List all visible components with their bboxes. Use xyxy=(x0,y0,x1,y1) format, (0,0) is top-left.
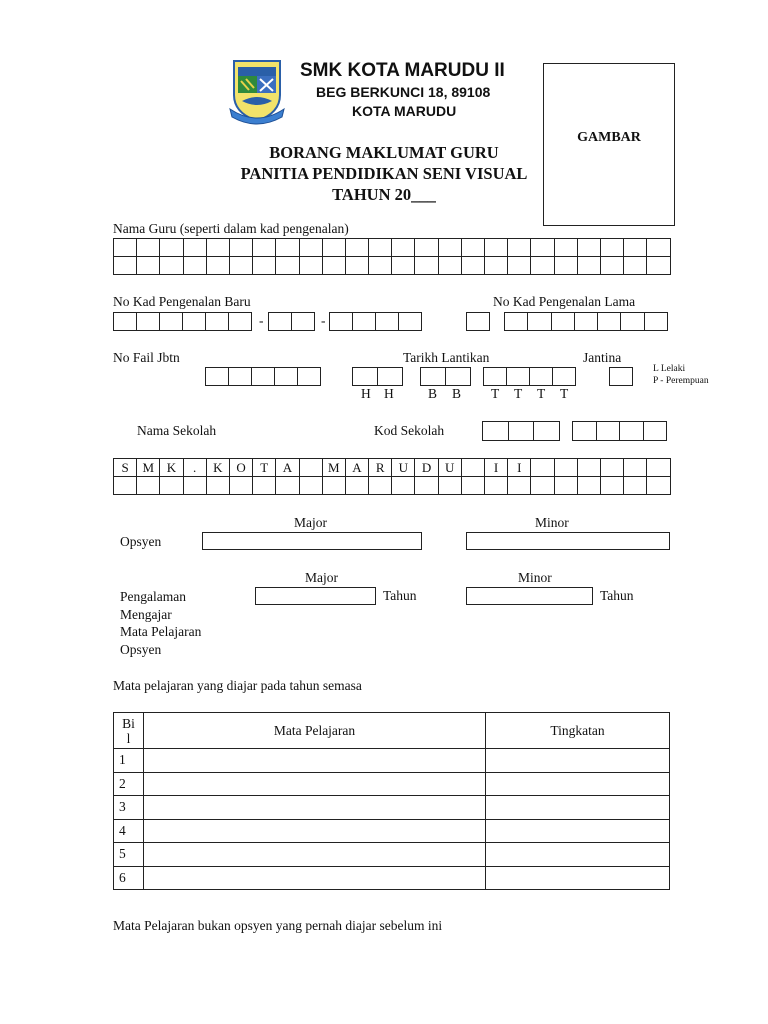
grid-cell[interactable]: K xyxy=(207,459,230,477)
grid-cell[interactable] xyxy=(207,239,230,257)
grid-cell[interactable] xyxy=(114,257,137,275)
grid-cell[interactable] xyxy=(415,257,438,275)
label-pengalaman-3: Mata Pelajaran xyxy=(120,624,202,639)
grid-cell[interactable] xyxy=(647,459,670,477)
tarikh-year-grid[interactable] xyxy=(483,367,576,386)
grid-cell[interactable] xyxy=(399,313,422,331)
tarikh-month-grid[interactable] xyxy=(420,367,471,386)
grid-cell[interactable]: K xyxy=(160,459,183,477)
grid-cell[interactable] xyxy=(300,459,323,477)
kod-sekolah-part1[interactable] xyxy=(482,421,560,441)
grid-cell[interactable] xyxy=(229,313,252,331)
hint-h1: H xyxy=(361,386,371,401)
photo-box-label: GAMBAR xyxy=(577,130,641,145)
ic-old-part1[interactable] xyxy=(466,312,490,331)
ic-new-part1[interactable] xyxy=(113,312,252,331)
table-row xyxy=(114,796,670,820)
label-mata-pelajaran-semasa: Mata pelajaran yang diajar pada tahun semasa xyxy=(113,678,362,693)
grid-cell[interactable] xyxy=(647,477,670,495)
grid-cell[interactable] xyxy=(462,477,485,495)
label-pengalaman-2: Mengajar xyxy=(120,606,172,622)
grid-cell[interactable] xyxy=(206,313,229,331)
grid-cell[interactable] xyxy=(578,459,601,477)
row-number: 3 xyxy=(114,796,144,820)
jantina-grid[interactable] xyxy=(609,367,633,386)
grid-cell[interactable] xyxy=(531,257,554,275)
grid-cell[interactable] xyxy=(137,313,160,331)
grid-cell[interactable] xyxy=(610,368,633,386)
grid-cell[interactable] xyxy=(298,368,321,386)
kod-sekolah-part2[interactable] xyxy=(572,421,667,441)
grid-cell[interactable] xyxy=(114,313,137,331)
table-row xyxy=(114,772,670,796)
nama-sekolah-grid[interactable] xyxy=(113,458,671,495)
grid-cell[interactable] xyxy=(292,313,315,331)
grid-cell[interactable] xyxy=(253,477,276,495)
label-nama-sekolah: Nama Sekolah xyxy=(137,423,217,438)
grid-cell[interactable] xyxy=(446,368,471,386)
grid-cell[interactable] xyxy=(353,368,378,386)
grid-cell[interactable]: M xyxy=(323,459,346,477)
row-number: 6 xyxy=(114,866,144,890)
label-tahun-minor: Tahun xyxy=(600,588,634,603)
grid-cell[interactable]: . xyxy=(184,459,207,477)
ic-dash-1: - xyxy=(259,313,264,328)
grid-cell[interactable] xyxy=(392,239,415,257)
row-subject-cell[interactable] xyxy=(144,843,486,867)
label-tahun-major: Tahun xyxy=(383,588,417,603)
grid-cell[interactable] xyxy=(624,459,647,477)
grid-cell[interactable] xyxy=(369,239,392,257)
grid-cell[interactable] xyxy=(507,368,530,386)
grid-cell[interactable] xyxy=(323,477,346,495)
row-number: 1 xyxy=(114,749,144,773)
school-crest-logo xyxy=(228,57,286,127)
pengalaman-major-input[interactable] xyxy=(255,587,376,605)
grid-cell[interactable] xyxy=(601,257,624,275)
pengalaman-minor-input[interactable] xyxy=(466,587,593,605)
label-pengalaman-1: Pengalaman xyxy=(120,589,186,604)
form-title-line3: TAHUN 20___ xyxy=(332,185,436,204)
label-opsyen-minor: Minor xyxy=(535,515,569,530)
ic-old-part2[interactable] xyxy=(504,312,668,331)
label-jantina: Jantina xyxy=(583,350,622,365)
header-no xyxy=(114,713,144,749)
grid-cell[interactable] xyxy=(528,313,551,331)
label-opsyen-major: Major xyxy=(294,515,327,530)
label-ic-new: No Kad Pengenalan Baru xyxy=(113,294,251,309)
grid-cell[interactable] xyxy=(392,477,415,495)
grid-cell[interactable] xyxy=(508,257,531,275)
row-level-cell[interactable] xyxy=(486,866,670,890)
grid-cell[interactable] xyxy=(620,422,644,441)
label-nama-guru: Nama Guru (seperti dalam kad pengenalan) xyxy=(113,221,349,236)
grid-cell[interactable] xyxy=(624,239,647,257)
grid-cell[interactable]: A xyxy=(346,459,369,477)
grid-cell[interactable] xyxy=(530,368,553,386)
grid-cell[interactable] xyxy=(183,313,206,331)
grid-cell[interactable] xyxy=(137,477,160,495)
grid-cell[interactable]: R xyxy=(369,459,392,477)
grid-cell[interactable] xyxy=(276,477,299,495)
table-row xyxy=(114,819,670,843)
grid-cell[interactable] xyxy=(253,257,276,275)
grid-cell[interactable]: U xyxy=(392,459,415,477)
label-fail-jbtn: No Fail Jbtn xyxy=(113,350,180,365)
grid-cell[interactable] xyxy=(230,257,253,275)
ic-new-part3[interactable] xyxy=(329,312,422,331)
grid-cell[interactable] xyxy=(346,477,369,495)
label-pengalaman-major: Major xyxy=(305,570,338,585)
grid-cell[interactable] xyxy=(601,239,624,257)
label-perempuan: P - Perempuan xyxy=(653,376,709,386)
grid-cell[interactable] xyxy=(484,368,507,386)
grid-cell[interactable] xyxy=(624,477,647,495)
grid-cell[interactable] xyxy=(647,257,670,275)
label-ic-old: No Kad Pengenalan Lama xyxy=(493,294,636,309)
row-number: 4 xyxy=(114,819,144,843)
school-address-line1: BEG BERKUNCI 18, 89108 xyxy=(316,84,491,100)
grid-cell[interactable]: S xyxy=(114,459,137,477)
hint-t2: T xyxy=(514,386,523,401)
label-mata-pelajaran-bukan-opsyen: Mata Pelajaran bukan opsyen yang pernah diajar sebelum ini xyxy=(113,918,443,933)
grid-cell[interactable] xyxy=(160,257,183,275)
grid-cell[interactable] xyxy=(483,422,509,441)
header-no-line1: Bi xyxy=(122,715,135,731)
row-subject-cell[interactable] xyxy=(144,796,486,820)
header-no-line2: l xyxy=(126,730,131,746)
grid-cell[interactable] xyxy=(137,239,160,257)
grid-cell[interactable] xyxy=(508,477,531,495)
grid-cell[interactable] xyxy=(369,477,392,495)
grid-cell[interactable]: A xyxy=(276,459,299,477)
grid-cell[interactable] xyxy=(555,459,578,477)
grid-cell[interactable] xyxy=(184,477,207,495)
grid-cell[interactable] xyxy=(206,368,229,386)
grid-cell[interactable] xyxy=(252,368,275,386)
hint-t1: T xyxy=(491,386,500,401)
row-number: 2 xyxy=(114,772,144,796)
grid-cell[interactable]: O xyxy=(230,459,253,477)
subject-table xyxy=(113,712,670,890)
grid-cell[interactable] xyxy=(207,257,230,275)
form-title-line2: PANITIA PENDIDIKAN SENI VISUAL xyxy=(240,164,528,183)
grid-cell[interactable] xyxy=(621,313,644,331)
grid-cell[interactable] xyxy=(462,239,485,257)
label-lelaki: L Lelaki xyxy=(653,364,686,374)
grid-cell[interactable] xyxy=(531,477,554,495)
hint-h2: H xyxy=(384,386,394,401)
grid-cell[interactable] xyxy=(601,459,624,477)
photo-box xyxy=(543,63,675,226)
grid-cell[interactable]: D xyxy=(415,459,438,477)
grid-cell[interactable] xyxy=(184,239,207,257)
grid-cell[interactable] xyxy=(269,313,292,331)
header-level: Tingkatan xyxy=(486,713,670,749)
form-title xyxy=(228,142,540,205)
grid-cell[interactable] xyxy=(275,368,298,386)
grid-cell[interactable] xyxy=(601,477,624,495)
school-name: SMK KOTA MARUDU II xyxy=(300,60,505,81)
grid-cell[interactable] xyxy=(323,257,346,275)
grid-cell[interactable] xyxy=(230,239,253,257)
grid-cell[interactable] xyxy=(137,257,160,275)
school-address-line2: KOTA MARUDU xyxy=(352,103,457,119)
row-level-cell[interactable] xyxy=(486,819,670,843)
row-subject-cell[interactable] xyxy=(144,866,486,890)
grid-cell[interactable] xyxy=(114,477,137,495)
grid-cell[interactable] xyxy=(230,477,253,495)
grid-cell[interactable] xyxy=(392,257,415,275)
grid-cell[interactable] xyxy=(114,239,137,257)
grid-cell[interactable]: I xyxy=(508,459,531,477)
fail-jbtn-grid[interactable] xyxy=(205,367,321,386)
grid-cell[interactable] xyxy=(300,257,323,275)
row-subject-cell[interactable] xyxy=(144,819,486,843)
opsyen-major-input[interactable] xyxy=(202,532,422,550)
grid-cell[interactable] xyxy=(353,313,376,331)
grid-cell[interactable] xyxy=(467,313,490,331)
grid-cell[interactable] xyxy=(578,239,601,257)
grid-cell[interactable] xyxy=(575,313,598,331)
row-number: 5 xyxy=(114,843,144,867)
grid-cell[interactable] xyxy=(462,257,485,275)
grid-cell[interactable] xyxy=(160,239,183,257)
tarikh-day-grid[interactable] xyxy=(352,367,403,386)
table-row xyxy=(114,866,670,890)
opsyen-minor-input[interactable] xyxy=(466,532,670,550)
grid-cell[interactable] xyxy=(415,239,438,257)
nama-guru-grid[interactable] xyxy=(113,238,671,275)
hint-b2: B xyxy=(452,386,462,401)
grid-cell[interactable] xyxy=(531,239,554,257)
hint-t3: T xyxy=(537,386,546,401)
table-row xyxy=(114,749,670,773)
grid-cell[interactable] xyxy=(415,477,438,495)
label-kod-sekolah: Kod Sekolah xyxy=(374,423,445,438)
ic-new-part2[interactable] xyxy=(268,312,315,331)
row-level-cell[interactable] xyxy=(486,772,670,796)
grid-cell[interactable] xyxy=(323,239,346,257)
row-level-cell[interactable] xyxy=(486,796,670,820)
grid-cell[interactable] xyxy=(330,313,353,331)
grid-cell[interactable] xyxy=(346,257,369,275)
grid-cell[interactable] xyxy=(485,239,508,257)
grid-cell[interactable] xyxy=(421,368,446,386)
grid-cell[interactable] xyxy=(573,422,597,441)
grid-cell[interactable] xyxy=(598,313,621,331)
grid-cell[interactable] xyxy=(229,368,252,386)
grid-cell[interactable] xyxy=(369,257,392,275)
grid-cell[interactable] xyxy=(555,239,578,257)
grid-cell[interactable] xyxy=(276,257,299,275)
grid-cell[interactable] xyxy=(485,257,508,275)
grid-cell[interactable] xyxy=(553,368,576,386)
grid-cell[interactable]: I xyxy=(485,459,508,477)
grid-cell[interactable] xyxy=(300,239,323,257)
grid-cell[interactable] xyxy=(439,239,462,257)
grid-cell[interactable] xyxy=(346,239,369,257)
grid-cell[interactable] xyxy=(645,313,668,331)
hint-t4: T xyxy=(560,386,569,401)
grid-cell[interactable] xyxy=(555,257,578,275)
table-row xyxy=(114,843,670,867)
grid-cell[interactable] xyxy=(439,257,462,275)
grid-cell[interactable] xyxy=(578,477,601,495)
grid-cell[interactable] xyxy=(647,239,670,257)
row-level-cell[interactable] xyxy=(486,843,670,867)
grid-cell[interactable] xyxy=(439,477,462,495)
grid-cell[interactable] xyxy=(253,239,276,257)
grid-cell[interactable] xyxy=(624,257,647,275)
row-level-cell[interactable] xyxy=(486,749,670,773)
grid-cell[interactable] xyxy=(555,477,578,495)
hint-b1: B xyxy=(428,386,438,401)
grid-cell[interactable] xyxy=(485,477,508,495)
grid-cell[interactable] xyxy=(534,422,560,441)
ic-dash-2: - xyxy=(321,313,326,328)
grid-cell[interactable]: M xyxy=(137,459,160,477)
grid-cell[interactable] xyxy=(508,239,531,257)
grid-cell[interactable] xyxy=(207,477,230,495)
label-pengalaman-block xyxy=(120,588,201,658)
form-title-line1: BORANG MAKLUMAT GURU xyxy=(269,143,499,162)
label-pengalaman-minor: Minor xyxy=(518,570,552,585)
grid-cell[interactable] xyxy=(184,257,207,275)
grid-cell[interactable] xyxy=(505,313,528,331)
grid-cell[interactable] xyxy=(300,477,323,495)
row-subject-cell[interactable] xyxy=(144,749,486,773)
row-subject-cell[interactable] xyxy=(144,772,486,796)
grid-cell[interactable] xyxy=(276,239,299,257)
grid-cell[interactable] xyxy=(462,459,485,477)
grid-cell[interactable] xyxy=(644,422,668,441)
grid-cell[interactable] xyxy=(376,313,399,331)
grid-cell[interactable] xyxy=(578,257,601,275)
header-subject: Mata Pelajaran xyxy=(144,713,486,749)
grid-cell[interactable] xyxy=(552,313,575,331)
label-pengalaman-4: Opsyen xyxy=(120,641,162,657)
grid-cell[interactable] xyxy=(509,422,535,441)
grid-cell[interactable] xyxy=(597,422,621,441)
grid-cell[interactable] xyxy=(378,368,403,386)
grid-cell[interactable]: T xyxy=(253,459,276,477)
grid-cell[interactable] xyxy=(531,459,554,477)
grid-cell[interactable] xyxy=(160,477,183,495)
grid-cell[interactable] xyxy=(160,313,183,331)
grid-cell[interactable]: U xyxy=(439,459,462,477)
label-tarikh-lantikan: Tarikh Lantikan xyxy=(403,350,490,365)
label-opsyen: Opsyen xyxy=(120,534,162,549)
